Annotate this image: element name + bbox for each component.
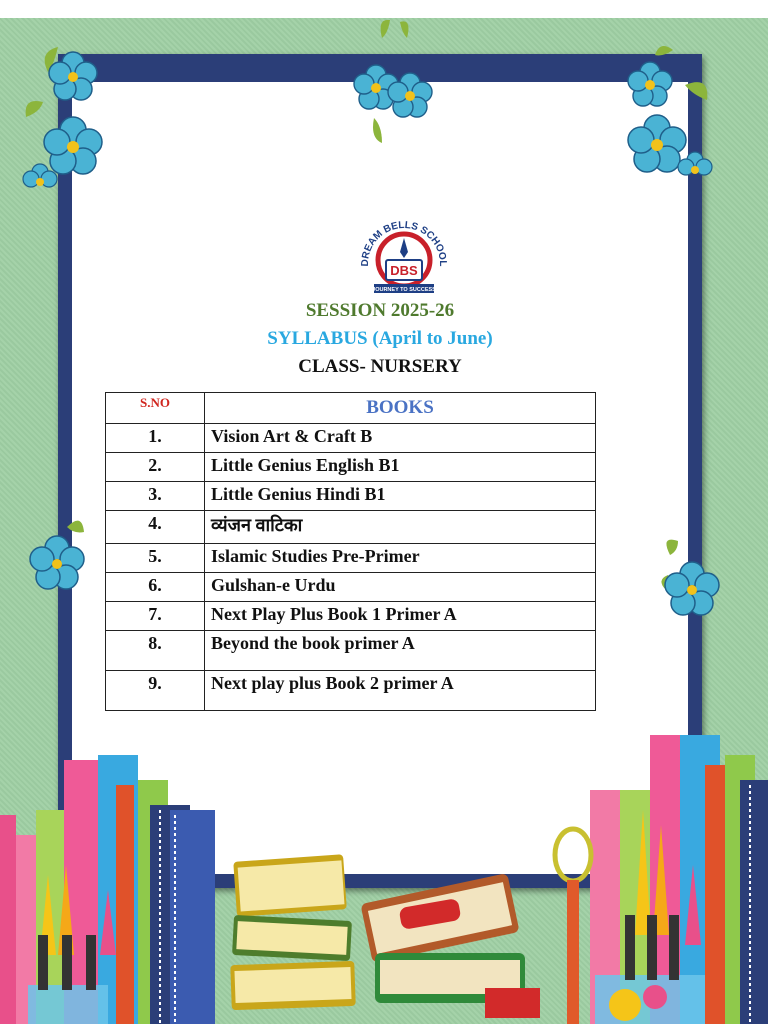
book-title: Gulshan-e Urdu	[205, 573, 596, 602]
sno-column-header: S.NO	[106, 393, 205, 424]
class-title: CLASS- NURSERY	[298, 356, 462, 377]
table-row	[106, 511, 596, 544]
syllabus-title: SYLLABUS (April to June)	[267, 328, 493, 349]
table-header-row	[106, 393, 596, 424]
row-number: 5.	[106, 544, 205, 573]
book-title: व्यंजन वाटिका	[205, 511, 596, 544]
table-row	[106, 544, 596, 573]
table-row	[106, 573, 596, 602]
flower-left-side	[32, 512, 90, 607]
book-title: Little Genius Hindi B1	[205, 482, 596, 511]
row-number: 7.	[106, 602, 205, 631]
book-title: Little Genius English B1	[205, 453, 596, 482]
session-title: SESSION 2025-26	[305, 300, 455, 321]
flower-cluster-top-center	[352, 18, 432, 143]
flower-cluster-top-right	[625, 45, 720, 195]
books-pile-center-illustration	[225, 848, 545, 1024]
row-number: 9.	[106, 671, 205, 711]
logo-abbr: DBS	[390, 263, 418, 278]
book-title: Next play plus Book 2 primer A	[205, 671, 596, 711]
flower-cluster-top-left	[18, 42, 113, 192]
table-row	[106, 671, 596, 711]
table-row	[106, 631, 596, 671]
books-table	[105, 392, 596, 711]
row-number: 1.	[106, 424, 205, 453]
book-title: Beyond the book primer A	[205, 631, 596, 671]
table-row	[106, 602, 596, 631]
logo-arc-text: DREAM BELLS SCHOOL	[359, 219, 449, 267]
school-logo	[354, 208, 454, 300]
row-number: 6.	[106, 573, 205, 602]
table-row	[106, 424, 596, 453]
row-number: 3.	[106, 482, 205, 511]
flower-right-side	[660, 535, 718, 635]
book-title: Vision Art & Craft B	[205, 424, 596, 453]
books-column-header: BOOKS	[205, 393, 596, 424]
book-title: Islamic Studies Pre-Primer	[205, 544, 596, 573]
row-number: 2.	[106, 453, 205, 482]
table-row	[106, 482, 596, 511]
logo-tagline: JOURNEY TO SUCCESS	[372, 287, 436, 293]
books-stack-left-illustration	[0, 755, 215, 1024]
table-row	[106, 453, 596, 482]
row-number: 8.	[106, 631, 205, 671]
row-number: 4.	[106, 511, 205, 544]
book-title: Next Play Plus Book 1 Primer A	[205, 602, 596, 631]
books-stack-right-illustration	[545, 735, 768, 1024]
